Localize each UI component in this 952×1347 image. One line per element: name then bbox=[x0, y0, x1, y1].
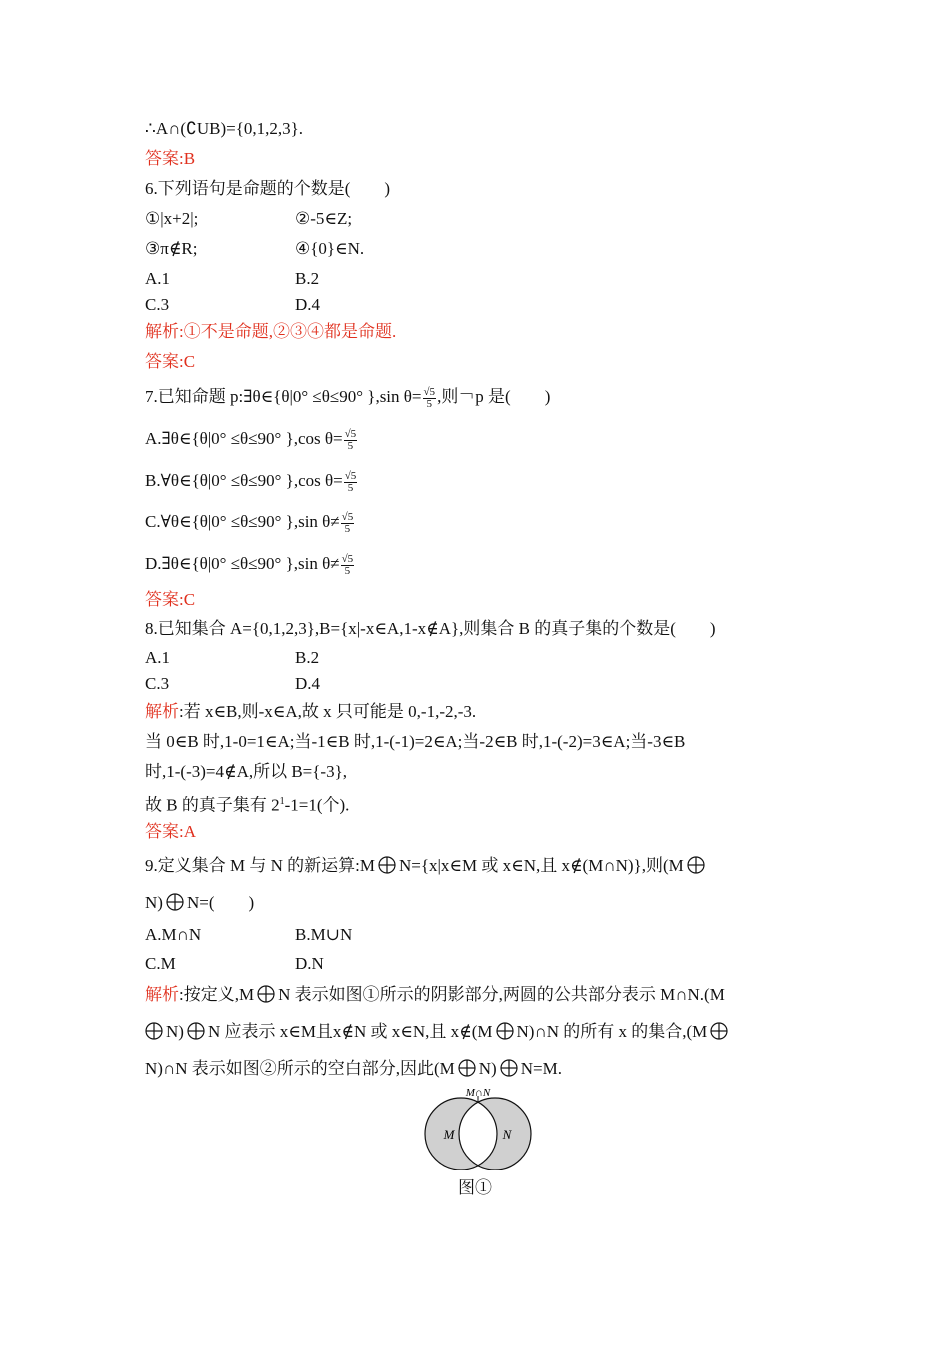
analysis-line: N)∩N 表示如图②所示的空白部分,因此(M N) N=M. bbox=[145, 1059, 562, 1078]
figure-caption: 图① bbox=[458, 1178, 492, 1197]
oplus-icon bbox=[187, 1022, 205, 1040]
option-b: B.M∪N bbox=[295, 925, 353, 944]
oplus-icon bbox=[378, 856, 396, 874]
option-d: D.4 bbox=[295, 674, 321, 693]
analysis-line: 解析:①不是命题,②③④都是命题. bbox=[145, 322, 397, 341]
answer-line: 答案:C bbox=[145, 590, 196, 609]
option-d: D.N bbox=[295, 954, 324, 973]
option-b: B.2 bbox=[295, 269, 320, 288]
oplus-icon bbox=[145, 1022, 163, 1040]
question-9: 9.定义集合 M 与 N 的新运算:M N={x|x∈M 或 x∈N,且 x∉(M∩N)},则(M bbox=[145, 855, 708, 877]
text-line: 当 0∈B 时,1-0=1∈A;当-1∈B 时,1-(-1)=2∈A;当-2∈B 时,1-(-2)=3∈A;当-3∈B bbox=[145, 732, 686, 751]
oplus-icon bbox=[710, 1022, 728, 1040]
oplus-icon bbox=[458, 1059, 476, 1077]
analysis-line: 解析:若 x∈B,则-x∈A,故 x 只可能是 0,-1,-2,-3. bbox=[145, 702, 477, 721]
sqrt5-over-5: $\frac{√5}{5}$ bbox=[423, 385, 436, 410]
option-row: ②-5∈Z; bbox=[295, 209, 353, 228]
option-a: A.1 bbox=[145, 648, 171, 667]
option-c: C.3 bbox=[145, 674, 170, 693]
oplus-icon bbox=[496, 1022, 514, 1040]
option-c: C.M bbox=[145, 954, 176, 973]
answer-line: 答案:C bbox=[145, 352, 196, 371]
option-c: C.3 bbox=[145, 295, 170, 314]
question-6: 6.下列语句是命题的个数是( ) bbox=[145, 179, 391, 198]
intersection-label: M∩N bbox=[465, 1087, 491, 1099]
text-line: 时,1-(-3)=4∉A,所以 B={-3}, bbox=[145, 762, 347, 781]
sqrt5-over-5: $\frac{√5}{5}$ bbox=[344, 469, 357, 494]
option-b: B.∀θ∈{θ|0° ≤θ≤90° },cos θ= $\frac{√5}{5}$ bbox=[145, 469, 357, 494]
option-a: A.∃θ∈{θ|0° ≤θ≤90° },cos θ= $\frac{√5}{5}$ bbox=[145, 427, 357, 452]
question-7: 7.已知命题 p:∃θ∈{θ|0° ≤θ≤90° },sin θ= $\frac{√5}{5}$ ,则￢p 是( ) bbox=[145, 385, 551, 410]
venn-diagram bbox=[415, 1086, 540, 1170]
option-d: D.4 bbox=[295, 295, 321, 314]
option-d: D.∃θ∈{θ|0° ≤θ≤90° },sin θ≠ $\frac{√5}{5}$ bbox=[145, 552, 354, 577]
oplus-icon bbox=[687, 856, 705, 874]
sqrt5-over-5: $\frac{√5}{5}$ bbox=[341, 552, 354, 577]
option-c: C.∀θ∈{θ|0° ≤θ≤90° },sin θ≠ $\frac{√5}{5}$ bbox=[145, 510, 354, 535]
analysis-line: 解析:按定义,M N 表示如图①所示的阴影部分,两圆的公共部分表示 M∩N.(M bbox=[145, 985, 725, 1004]
text-line: 故 B 的真子集有 $2^1-1=1$(个). bbox=[145, 795, 350, 815]
oplus-icon bbox=[257, 985, 275, 1003]
answer-line: 答案:A bbox=[145, 822, 196, 841]
sqrt5-over-5: $\frac{√5}{5}$ bbox=[341, 510, 354, 535]
analysis-line: N) N 应表示 x∈M且x∉N 或 x∈N,且 x∉(M N)∩N 的所有 x 的集合,(M bbox=[145, 1021, 731, 1043]
option-row: ④{0}∈N. bbox=[295, 239, 365, 258]
oplus-icon bbox=[500, 1059, 518, 1077]
n-label: N bbox=[502, 1127, 512, 1142]
option-a: A.1 bbox=[145, 269, 171, 288]
answer-line: 答案:B bbox=[145, 149, 196, 168]
sqrt5-over-5: $\frac{√5}{5}$ bbox=[344, 427, 357, 452]
question-9-cont: N) N=( ) bbox=[145, 893, 255, 912]
oplus-icon bbox=[166, 893, 184, 911]
option-row: ③π∉R; bbox=[145, 239, 198, 258]
question-8: 8.已知集合 A={0,1,2,3},B={x|-x∈A,1-x∉A},则集合 B 的真子集的个数是( ) bbox=[145, 619, 716, 638]
m-label: M bbox=[443, 1127, 455, 1142]
text-line: ∴A∩(∁UB)={0,1,2,3}. bbox=[145, 119, 304, 138]
option-a: A.M∩N bbox=[145, 925, 202, 944]
option-b: B.2 bbox=[295, 648, 320, 667]
option-row: ①|x+2|; bbox=[145, 209, 199, 228]
